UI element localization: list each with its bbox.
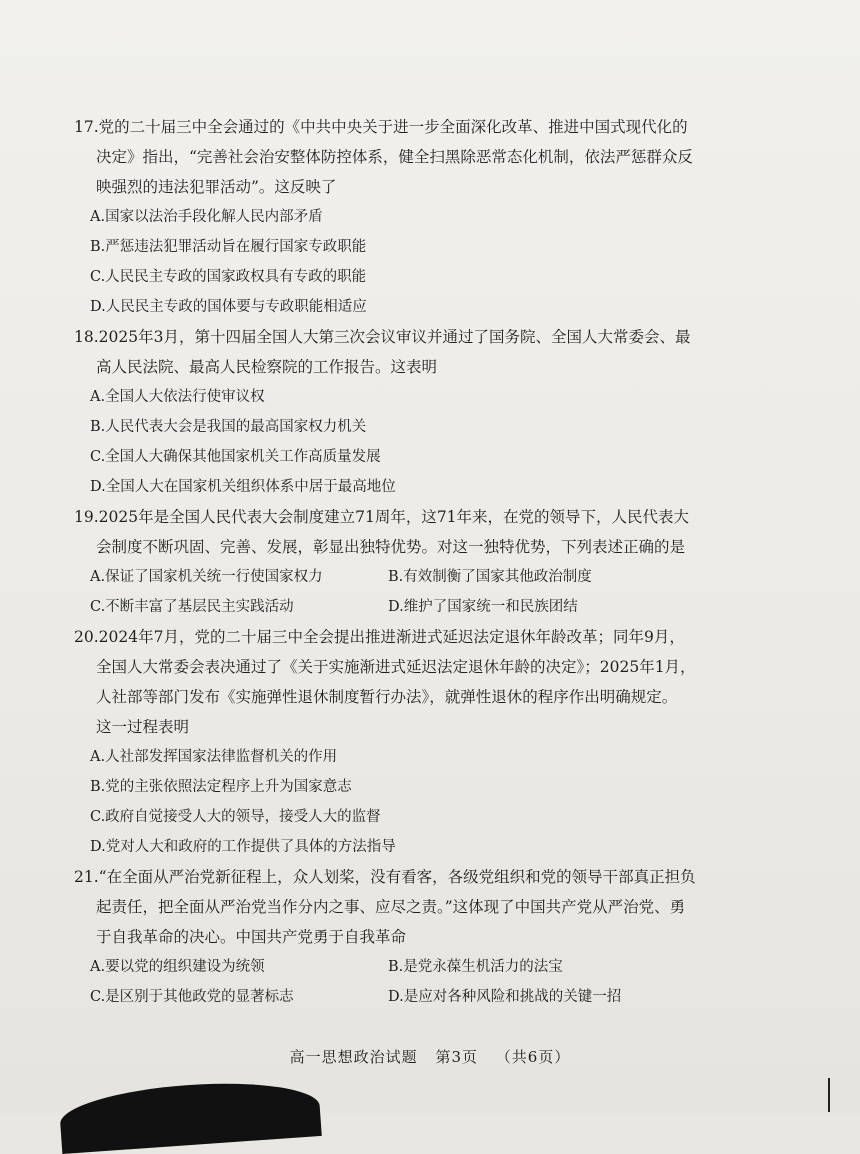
question-19-stem-line-2: 会制度不断巩固、完善、发展，彰显出独特优势。对这一独特优势，下列表述正确的是 [96, 538, 686, 556]
question-21 [74, 862, 714, 1012]
question-18 [74, 322, 714, 502]
question-19-stem-line-1: 19.2025年是全国人民代表大会制度建立71周年，这71年来，在党的领导下，人民代表大 [74, 508, 690, 526]
question-17-option-d: D.人民民主专政的国体要与专政职能相适应 [90, 299, 367, 315]
question-19-option-d: D.维护了国家统一和民族团结 [388, 599, 578, 615]
question-20-option-a: A.人社部发挥国家法律监督机关的作用 [90, 749, 338, 765]
question-18-option-d: D.全国人大在国家机关组织体系中居于最高地位 [90, 479, 396, 495]
question-18-stem-line-1: 18.2025年3月，第十四届全国人大第三次会议审议并通过了国务院、全国人大常委会、最 [74, 328, 691, 346]
question-17-option-c: C.人民民主专政的国家政权具有专政的职能 [90, 269, 367, 285]
question-20-stem-line-4: 这一过程表明 [96, 718, 190, 736]
question-21-stem-line-1: 21.“在全面从严治党新征程上，众人划桨，没有看客，各级党组织和党的领导干部真正担负 [74, 868, 696, 886]
page-footer [0, 1046, 860, 1067]
question-17-stem-line-1: 17.党的二十届三中全会通过的《中共中央关于进一步全面深化改革、推进中国式现代化的 [74, 118, 688, 136]
question-21-options-row-2 [74, 982, 714, 1012]
scan-edge-line [828, 1078, 830, 1112]
question-21-option-a: A.要以党的组织建设为统领 [90, 959, 265, 975]
question-21-option-c: C.是区别于其他政党的显著标志 [90, 989, 294, 1005]
question-18-option-b: B.人民代表大会是我国的最高国家权力机关 [90, 419, 367, 435]
question-20-stem-line-2: 全国人大常委会表决通过了《关于实施渐进式延迟法定退休年龄的决定》；2025年1月， [96, 658, 696, 676]
question-21-option-b: B.是党永葆生机活力的法宝 [388, 959, 563, 975]
question-21-options-row-1 [74, 952, 714, 982]
question-20-option-b: B.党的主张依照法定程序上升为国家意志 [90, 779, 352, 795]
question-19-options-row-2 [74, 592, 714, 622]
question-18-option-c: C.全国人大确保其他国家机关工作高质量发展 [90, 449, 381, 465]
footer-page-number: 第3页 [435, 1048, 478, 1066]
question-20-option-d: D.党对人大和政府的工作提供了具体的方法指导 [90, 839, 396, 855]
footer-subject: 高一思想政治试题 [289, 1048, 418, 1066]
question-list [74, 112, 714, 1012]
question-17-option-b: B.严惩违法犯罪活动旨在履行国家专政职能 [90, 239, 367, 255]
question-21-stem-line-2: 起责任，把全面从严治党当作分内之事、应尽之责。”这体现了中国共产党从严治党、勇 [96, 898, 686, 916]
question-18-option-a: A.全国人大依法行使审议权 [90, 389, 265, 405]
question-17-option-a: A.国家以法治手段化解人民内部矛盾 [90, 209, 323, 225]
question-19-option-c: C.不断丰富了基层民主实践活动 [90, 599, 294, 615]
question-19-option-b: B.有效制衡了国家其他政治制度 [388, 569, 592, 585]
question-21-option-d: D.是应对各种风险和挑战的关键一招 [388, 989, 622, 1005]
question-18-stem-line-2: 高人民法院、最高人民检察院的工作报告。这表明 [96, 358, 438, 376]
scan-shadow [58, 1076, 322, 1154]
question-19-options-row-1 [74, 562, 714, 592]
question-20-stem-line-3: 人社部等部门发布《实施弹性退休制度暂行办法》，就弹性退休的程序作出明确规定。 [96, 688, 678, 706]
question-21-stem-line-3: 于自我革命的决心。中国共产党勇于自我革命 [96, 928, 407, 946]
question-20 [74, 622, 714, 862]
footer-total-pages: （共6页） [495, 1048, 571, 1066]
question-17 [74, 112, 714, 322]
question-19-option-a: A.保证了国家机关统一行使国家权力 [90, 569, 323, 585]
question-17-stem-line-2: 决定》指出，“完善社会治安整体防控体系，健全扫黑除恶常态化机制，依法严惩群众反 [96, 148, 693, 166]
question-19 [74, 502, 714, 622]
question-20-option-c: C.政府自觉接受人大的领导，接受人大的监督 [90, 809, 381, 825]
question-20-stem-line-1: 20.2024年7月，党的二十届三中全会提出推进渐进式延迟法定退休年龄改革；同年9月， [74, 628, 685, 646]
question-17-stem-line-3: 映强烈的违法犯罪活动”。这反映了 [96, 178, 337, 196]
